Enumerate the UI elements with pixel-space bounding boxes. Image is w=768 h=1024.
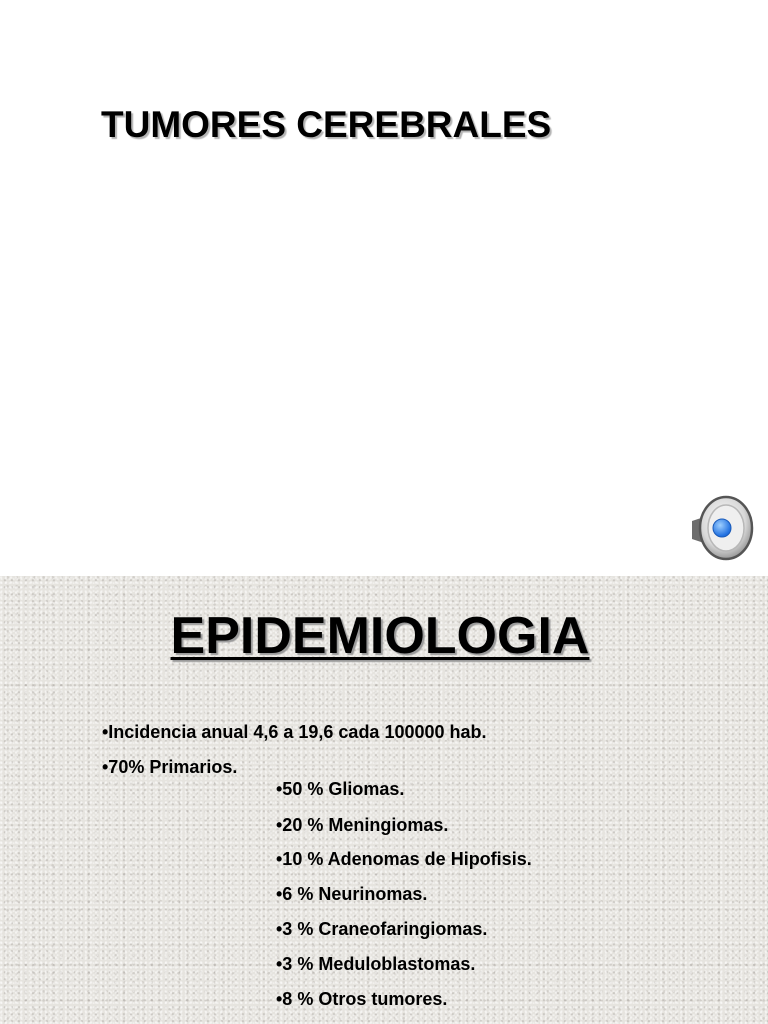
sub-bullet-meningiomas: •20 % Meningiomas. bbox=[276, 815, 449, 835]
slide-1-title: TUMORES CEREBRALES bbox=[101, 104, 552, 145]
bullet-incidence: •Incidencia anual 4,6 a 19,6 cada 100000 hab. bbox=[102, 722, 487, 742]
sub-bullet-gliomas: •50 % Gliomas. bbox=[276, 779, 405, 799]
sub-bullet-otros: •8 % Otros tumores. bbox=[276, 989, 448, 1009]
speaker-icon[interactable] bbox=[688, 493, 756, 561]
slide-2 bbox=[0, 576, 768, 1024]
slide-2-title: EPIDEMIOLOGIA bbox=[170, 607, 590, 665]
sub-bullet-craneofaringiomas: •3 % Craneofaringiomas. bbox=[276, 919, 488, 939]
bullet-primary: •70% Primarios. bbox=[102, 757, 238, 777]
sub-bullet-adenomas: •10 % Adenomas de Hipofisis. bbox=[276, 849, 532, 869]
sub-bullet-meduloblastomas: •3 % Meduloblastomas. bbox=[276, 954, 476, 974]
sub-bullet-neurinomas: •6 % Neurinomas. bbox=[276, 884, 428, 904]
